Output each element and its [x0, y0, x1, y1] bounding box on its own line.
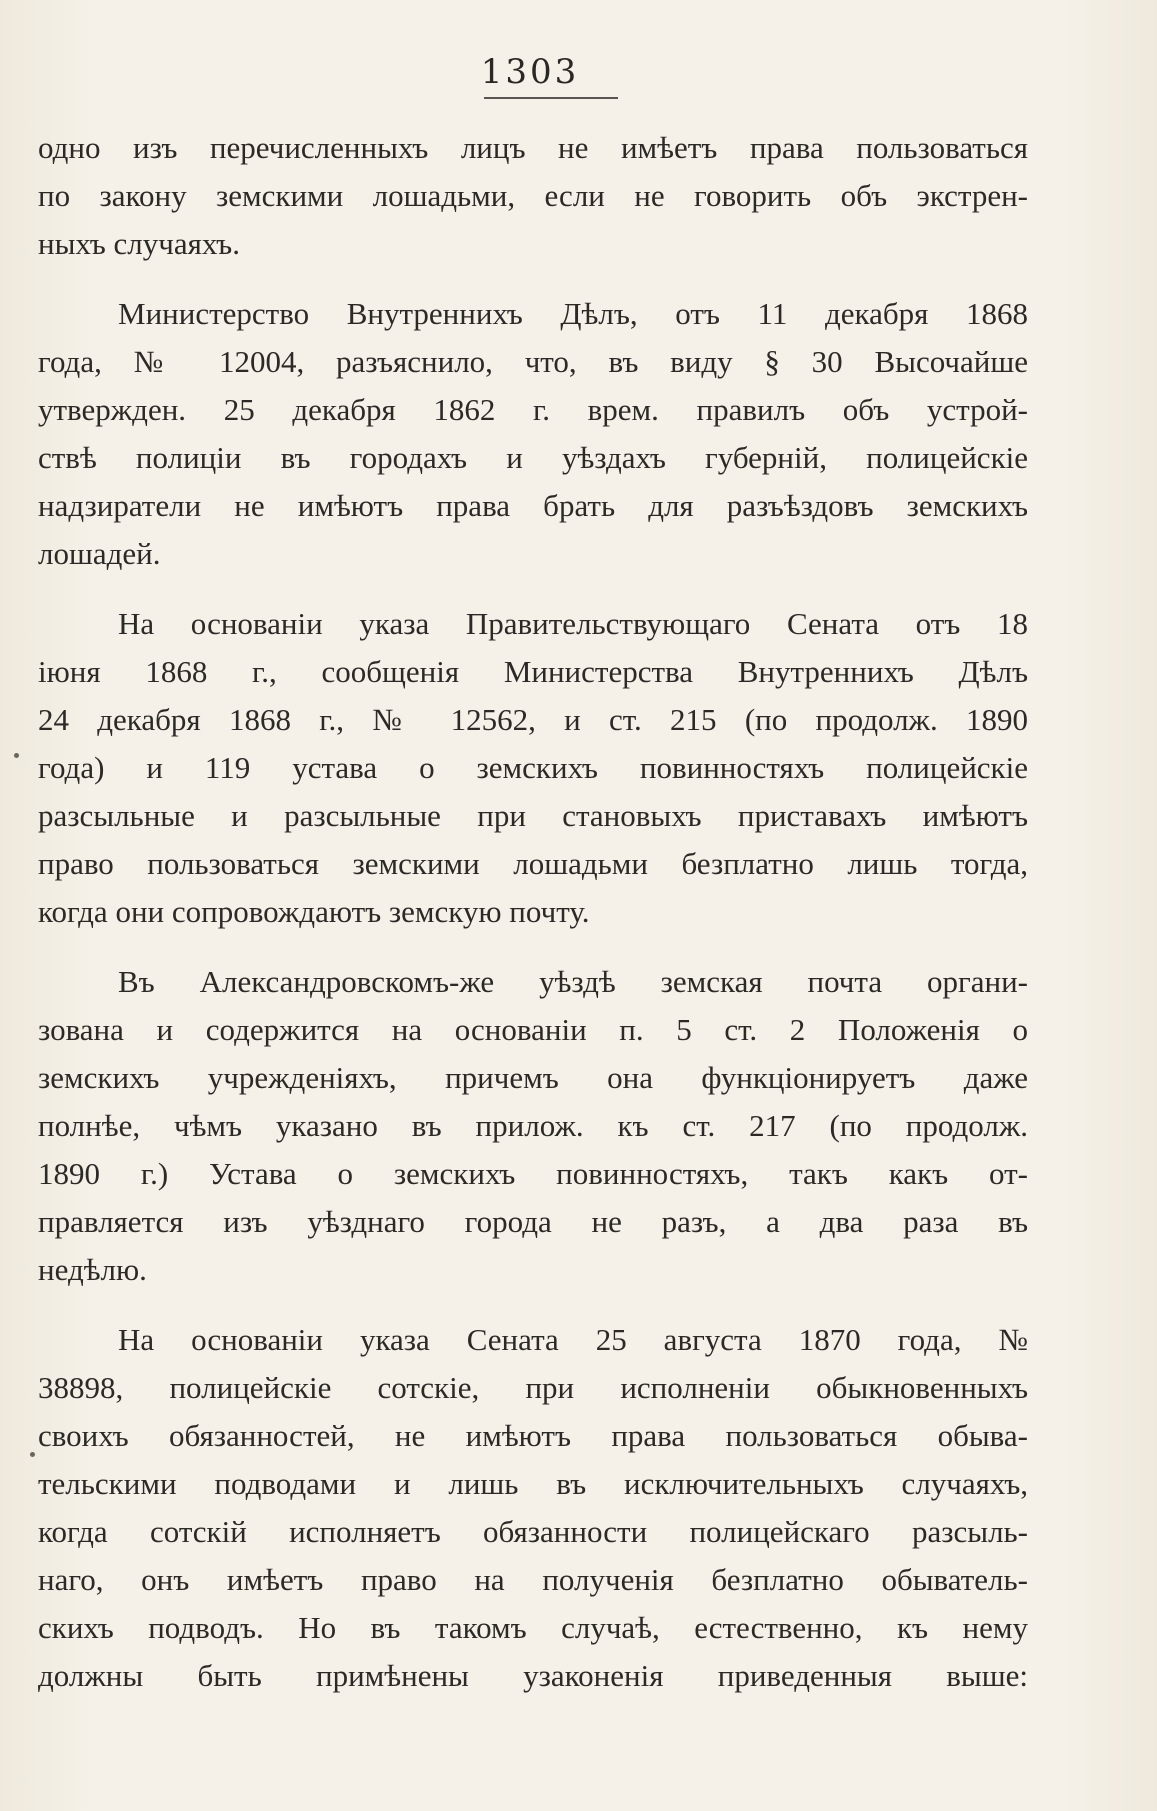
body-text	[38, 124, 1028, 1700]
text-line: правляется изъ уѣзднаго города не разъ, а два раза въ	[38, 1204, 1028, 1239]
text-line: скихъ подводъ. Но въ такомъ случаѣ, естественно, къ нему	[38, 1610, 1028, 1645]
text-line: года) и 119 устава о земскихъ повинностяхъ полицейскіе	[38, 750, 1028, 785]
page-number: 1303	[480, 52, 580, 92]
margin-mark	[30, 1452, 35, 1457]
text-line: 24 декабря 1868 г., № 12562, и ст. 215 (по продолж. 1890	[38, 702, 1028, 737]
text-line: лошадей.	[38, 536, 161, 571]
text-line: іюня 1868 г., сообщенія Министерства Внутреннихъ Дѣлъ	[38, 654, 1028, 689]
text-line: ствѣ полиціи въ городахъ и уѣздахъ губерній, полицейскіе	[38, 440, 1028, 475]
paragraph	[38, 124, 1028, 268]
text-line: надзиратели не имѣютъ права брать для разъѣздовъ земскихъ	[38, 488, 1028, 523]
text-line: На основаніи указа Сената 25 августа 1870 года, №	[118, 1322, 1028, 1357]
text-line: одно изъ перечисленныхъ лицъ не имѣетъ права пользоваться	[38, 130, 1028, 165]
header-rule	[484, 97, 618, 99]
text-line: тельскими подводами и лишь въ исключительныхъ случаяхъ,	[38, 1466, 1028, 1501]
text-line: 38898, полицейскіе сотскіе, при исполненіи обыкновенныхъ	[38, 1370, 1028, 1405]
text-line: Министерство Внутреннихъ Дѣлъ, отъ 11 декабря 1868	[118, 296, 1028, 331]
text-line: по закону земскими лошадьми, если не говорить объ экстрен-	[38, 178, 1028, 213]
text-line: разсыльные и разсыльные при становыхъ приставахъ имѣютъ	[38, 798, 1028, 833]
text-line: когда сотскій исполняетъ обязанности полицейскаго разсыль-	[38, 1514, 1028, 1549]
text-line: зована и содержится на основаніи п. 5 ст. 2 Положенія о	[38, 1012, 1028, 1047]
paragraph	[38, 290, 1028, 578]
text-line: На основаніи указа Правительствующаго Сената отъ 18	[118, 606, 1028, 641]
text-line: должны быть примѣнены узаконенія приведенныя выше:	[38, 1658, 1028, 1693]
text-line: Въ Александровскомъ-же уѣздѣ земская почта органи-	[118, 964, 1028, 999]
text-line: земскихъ учрежденіяхъ, причемъ она функціонируетъ даже	[38, 1060, 1028, 1095]
paragraph	[38, 958, 1028, 1294]
text-line: своихъ обязанностей, не имѣютъ права пользоваться обыва-	[38, 1418, 1028, 1453]
text-line: ныхъ случаяхъ.	[38, 226, 240, 261]
paragraph	[38, 600, 1028, 936]
text-line: право пользоваться земскими лошадьми безплатно лишь тогда,	[38, 846, 1028, 881]
text-line: когда они сопровождаютъ земскую почту.	[38, 894, 590, 929]
text-line: наго, онъ имѣетъ право на полученія безплатно обыватель-	[38, 1562, 1028, 1597]
text-line: года, № 12004, разъяснило, что, въ виду § 30 Высочайше	[38, 344, 1028, 379]
margin-mark	[14, 753, 19, 758]
text-line: утвержден. 25 декабря 1862 г. врем. правилъ объ устрой-	[38, 392, 1028, 427]
text-line: полнѣе, чѣмъ указано въ прилож. къ ст. 217 (по продолж.	[38, 1108, 1028, 1143]
text-line: 1890 г.) Устава о земскихъ повинностяхъ, такъ какъ от-	[38, 1156, 1028, 1191]
paragraph	[38, 1316, 1028, 1700]
text-line: недѣлю.	[38, 1252, 147, 1287]
